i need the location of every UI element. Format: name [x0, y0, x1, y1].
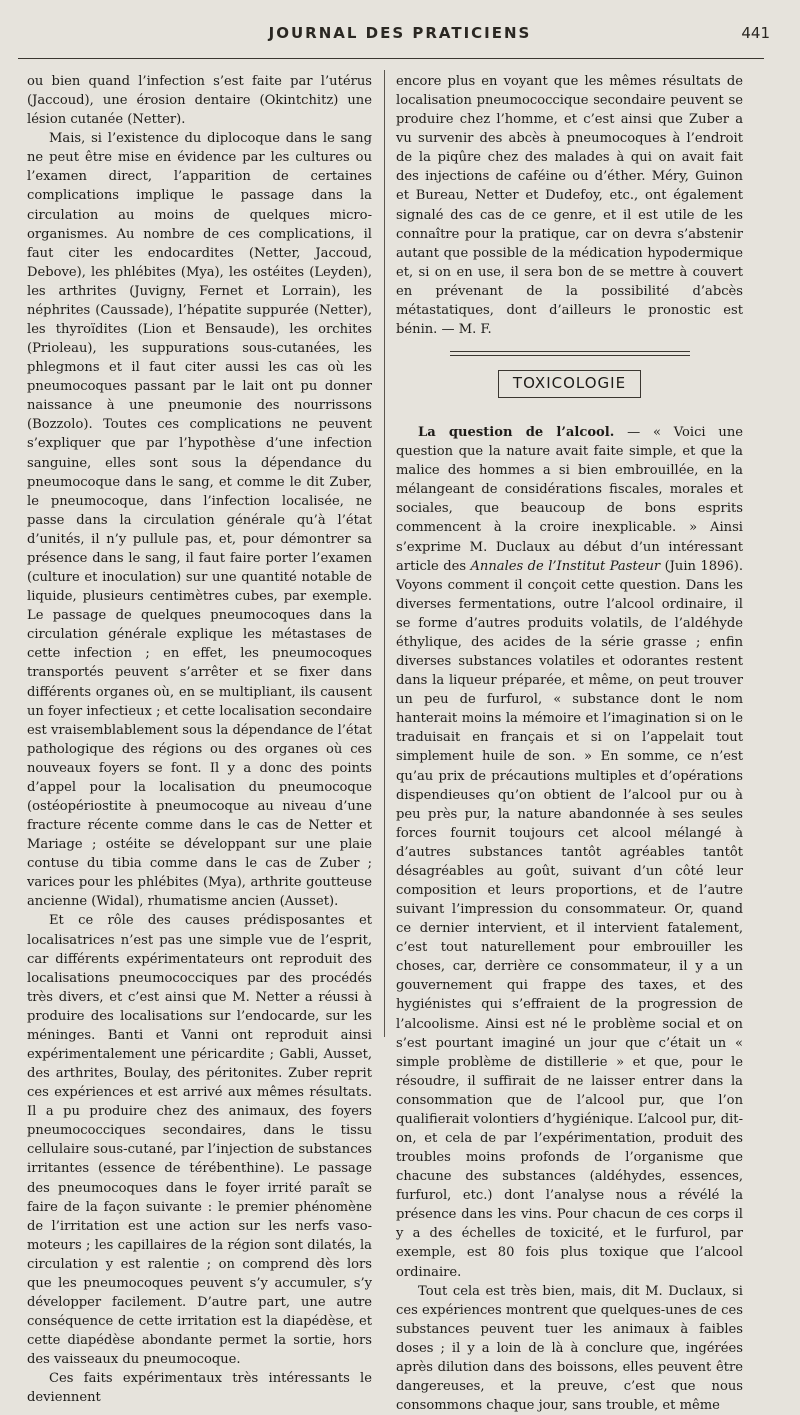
page-number: 441 — [741, 24, 770, 42]
section-title: TOXICOLOGIE — [498, 370, 641, 398]
section-heading — [396, 351, 743, 413]
paragraph: encore plus en voyant que les mêmes résultats de localisation pneumococcique secondaire peuvent se produire chez l’homme, et c’est ainsi que Zuber a vu survenir des abcès à pneumocoques à l’endroit de la piqûre chez des malades à qui on avait fait des injections de caféine ou d’éther. Méry, Guinon et Bureau, Netter et Dudefoy, etc., ont également signalé des cas de ce genre, et il est utile de les connaître pour la pratique, car on devra s’abstenir autant que possible de la médication hypodermique et, si on en use, il sera bon de se mettre à couvert en prévenant de la possibilité d’abcès métastatiques, dont d’ailleurs le pronostic est bénin. — M. F. — [396, 74, 743, 338]
header-rule — [18, 58, 764, 59]
paragraph — [396, 423, 743, 1282]
journal-name: Annales de l’Institut Pasteur — [470, 558, 661, 574]
paragraph: ou bien quand l’infection s’est faite par l’utérus (Jaccoud), une érosion dentaire (Okintchitz) une lésion cutanée (Netter). — [27, 74, 372, 128]
paragraph-text: (Juin 1896). Voyons comment il conçoit cette question. Dans les diverses fermentations, outre l’alcool ordinaire, il se forme d’autres produits volatils, de l’aldéhyde éthylique, des acides de la série grasse ; enfin diverses substances volatiles et odorantes restent dans la liqueur préparée, et même, on peut trouver un peu de furfurol, « substance dont le nom hanterait moins la mémoire et l’imagination si on le traduisait en français et si on l’appelait tout simplement huile de son. » En somme, ce n’est qu’au prix de précautions multiples et d’opérations dispendieuses qu’on obtient de l’alcool pur ou à peu près pur, la nature abandonnée à ses seules forces fournit toujours cet alcool mélangé à d’autres substances tantôt agréables tantôt désagréables au goût, suivant d’un côté leur composition et leurs proportions, et de l’autre suivant l’impression du consommateur. Or, quand ce dernier intervient, et il intervient fatalement, c’est tout naturellement pour embrouiller les choses, car, derrière ce consommateur, il y a un gouvernement qui frappe des taxes, et des hygiénistes qui s’effraient de la progression de l’alcoolisme. Ainsi est né le problème social et on s’est pourtant imaginé un jour que c’était un « simple problème de distillerie » et que, pour le résoudre, il suffirait de ne laisser entrer dans la consommation que de l’alcool pur, que l’on qualifierait volontiers d’hygiénique. L’alcool pur, dit-on, et cela de par l’expérimentation, produit des troubles moins profonds de l’organisme que chacune des substances (aldéhydes, essences, furfurol, etc.) dont l’analyse nous a révélé la présence dans les vins. Pour chacun de ces corps il y a des échelles de toxicité, et le furfurol, par exemple, est 80 fois plus toxique que l’alcool ordinaire. — [396, 558, 743, 1280]
paragraph: Et ce rôle des causes prédisposantes et localisatrices n’est pas une simple vue de l’esprit, car différents expérimentateurs ont reproduit des localisations pneumococciques par des procédés très divers, et c’est ainsi que M. Netter a réussi à produire des localisations sur l’endocarde, sur les méninges. Banti et Vanni ont reproduit ainsi expérimentalement une péricardite ; Gabli, Ausset, des arthrites, Boulay, des péritonites. Zuber reprit ces expériences et est arrivé aux mêmes résultats. Il a pu produire chez des animaux, des foyers pneumococciques secondaires, dans le tissu cellulaire sous-cutané, par l’injection de substances irritantes (essence de térébenthine). Le passage des pneumocoques dans le foyer irrité paraît se faire de la façon suivante : le premier phénomène de l’irritation est une action sur les nerfs vaso-moteurs ; les capillaires de la région sont dilatés, la circulation y est ralentie ; on comprend dès lors que les pneumocoques peuvent s’y accumuler, s’y développer facilement. D’autre part, une autre conséquence de cette irritation est la diapédèse, et cette diapédèse abondante permet la sortie, hors des vaisseaux du pneumocoque. — [27, 913, 372, 1368]
left-column — [27, 72, 372, 1406]
column-divider — [384, 70, 385, 1037]
paragraph: Ces faits expérimentaux très intéressants le deviennent — [27, 1371, 372, 1406]
run-in-heading: La question de l’alcool. — [418, 425, 615, 441]
page-header — [20, 24, 780, 54]
running-title: JOURNAL DES PRATICIENS — [268, 24, 532, 42]
section-rule — [450, 351, 690, 356]
paragraph: Mais, si l’existence du diplocoque dans le sang ne peut être mise en évidence par les cultures ou l’examen direct, l’apparition de certaines complications implique le passage dans la circulation au moins de quelques micro-organismes. Au nombre de ces complications, il faut citer les endocardites (Netter, Jaccoud, Debove), les phlébites (Mya), les ostéites (Leyden), les arthrites (Juvigny, Fernet et Lorrain), les néphrites (Caussade), l’hépatite suppurée (Netter), les thyroïdites (Lion et Bensaude), les orchites (Prioleau), les suppurations sous-cutanées, les phlegmons et il faut citer aussi les cas où les pneumocoques passant par le lait ont pu donner naissance à une pneumonie des nourrissons (Bozzolo). Toutes ces complications ne peuvent s’expliquer que par l’hypothèse d’une infection sanguine, elles sont sous la dépendance du pneumocoque dans le sang, et comme le dit Zuber, le pneumocoque, dans l’infection localisée, ne passe dans la circulation générale qu’à l’état d’unités, il n’y pullule pas, et, pour démontrer sa présence dans le sang, il faut faire porter l’examen (culture et inoculation) sur une quantité notable de liquide, plusieurs centimètres cubes, par exemple. Le passage de quelques pneumocoques dans la circulation générale explique les métastases de cette infection ; en effet, les pneumocoques transportés peuvent s’arrêter et se fixer dans différents organes où, en se multipliant, ils causent un foyer infectieux ; et cette localisation secondaire est vraisemblablement sous la dépendance de l’état pathologique des régions ou des organes où ces nouveaux foyers se font. Il y a donc des points d’appel pour la localisation du pneumocoque (ostéopériostite à pneumocoque au niveau d’une fracture récente comme dans le cas de Netter et Mariage ; ostéite se développant sur une plaie contuse du tibia comme dans le cas de Zuber ; varices pour les phlébites (Mya), arthrite goutteuse ancienne (Widal), rhumatisme ancien (Ausset). — [27, 131, 372, 910]
right-column — [396, 72, 744, 1414]
paragraph-text: — « Voici une question que la nature avait faite simple, et que la malice des hommes a si bien embrouillée, en la mélangeant de considérations fiscales, morales et sociales, que beaucoup de bons esprits commencent à la croire inexplicable. » Ainsi s’exprime M. Duclaux au début d’un intéressant article des — [396, 425, 744, 574]
paragraph: Tout cela est très bien, mais, dit M. Duclaux, si ces expériences montrent que quelques-unes de ces substances peuvent tuer les animaux à faibles doses ; il y a loin de là à conclure que, ingérées après dilution dans des boissons, elles peuvent être dangereuses, et la preuve, c’est que nous consommons chaque jour, sans trouble, et même — [396, 1283, 743, 1414]
